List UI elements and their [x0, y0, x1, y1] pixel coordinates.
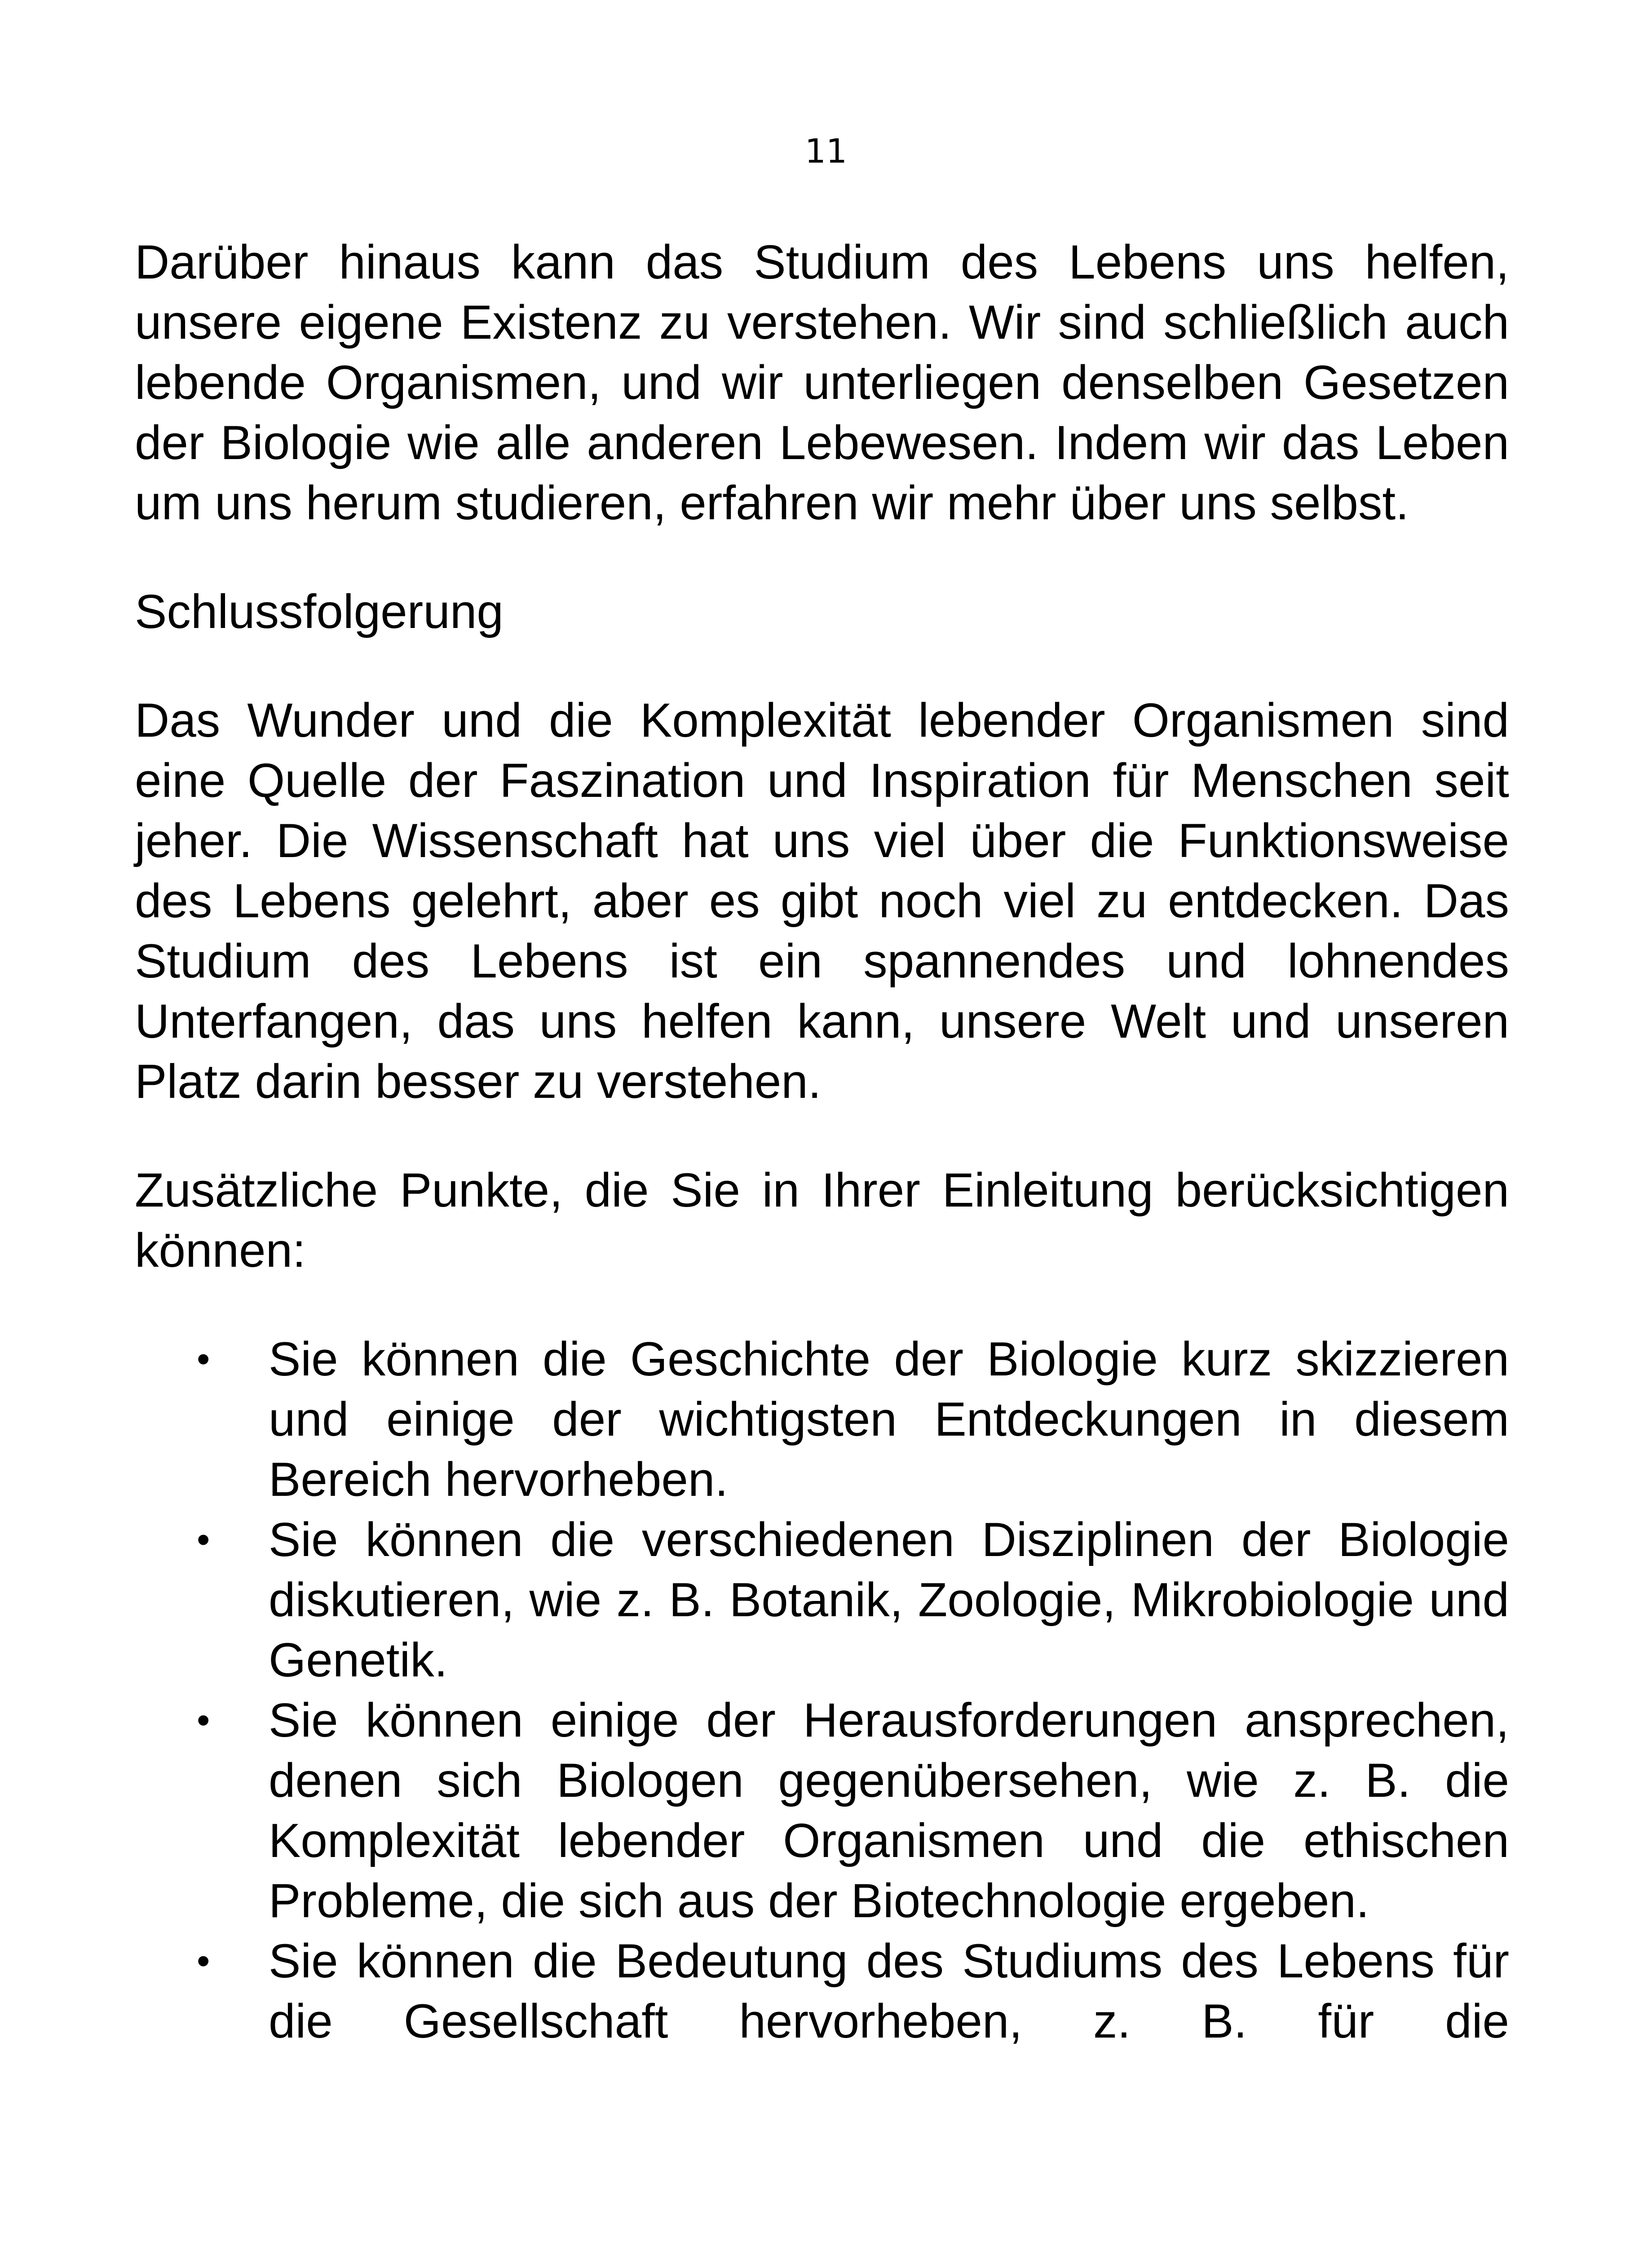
conclusion-paragraph: Das Wunder und die Komplexität lebender Organismen sind eine Quelle der Faszination und Inspiration für Menschen seit jeher. Die Wissenschaft hat uns viel über die Funktionsweise des Lebens gelehrt, aber es gibt noch viel zu entdecken. Das Studium des Lebens ist ein spannendes und lohnendes Unterfangen, das uns helfen kann, unsere Welt und unseren Platz darin besser zu verstehen. — [135, 693, 1509, 1108]
list-item — [135, 1931, 1509, 2051]
list-item-text: Sie können die Bedeutung des Studiums des Lebens für die Gesellschaft hervorheben, z. B. für die — [269, 1934, 1509, 2048]
list-item — [135, 1329, 1509, 1509]
section-heading: Schlussfolgerung — [135, 584, 504, 638]
bullet-icon: • — [197, 1940, 210, 1982]
bullet-icon: • — [197, 1338, 210, 1380]
bullet-list — [135, 1329, 1509, 2051]
page-number: 11 — [804, 132, 848, 171]
list-item-text: Sie können die verschiedenen Disziplinen der Biologie diskutieren, wie z. B. Botanik, Zoologie, Mikrobiologie und Genetik. — [269, 1512, 1509, 1687]
additional-points-paragraph: Zusätzliche Punkte, die Sie in Ihrer Einleitung berücksichtigen können: — [135, 1163, 1509, 1277]
list-item — [135, 1690, 1509, 1931]
list-item — [135, 1509, 1509, 1690]
paragraph-spacer — [135, 1111, 1509, 1160]
list-item-text: Sie können einige der Herausforderungen ansprechen, denen sich Biologen gegenübersehen, wie z. B. die Komplexität lebender Organismen und die ethischen Probleme, die sich aus der Biotechnologie ergeben. — [269, 1693, 1509, 1928]
page-content — [135, 232, 1509, 2051]
paragraph-spacer — [135, 533, 1509, 581]
bullet-icon: • — [197, 1699, 210, 1741]
list-item-text: Sie können die Geschichte der Biologie kurz skizzieren und einige der wichtigsten Entdeckungen in diesem Bereich hervorheben. — [269, 1332, 1509, 1506]
intro-paragraph: Darüber hinaus kann das Studium des Lebens uns helfen, unsere eigene Existenz zu verstehen. Wir sind schließlich auch lebende Organismen, und wir unterliegen denselben Gesetzen der Biologie wie alle anderen Lebewesen. Indem wir das Leben um uns herum studieren, erfahren wir mehr über uns selbst. — [135, 235, 1509, 530]
bullet-icon: • — [197, 1518, 210, 1561]
paragraph-spacer — [135, 1280, 1509, 1329]
paragraph-spacer — [135, 641, 1509, 690]
